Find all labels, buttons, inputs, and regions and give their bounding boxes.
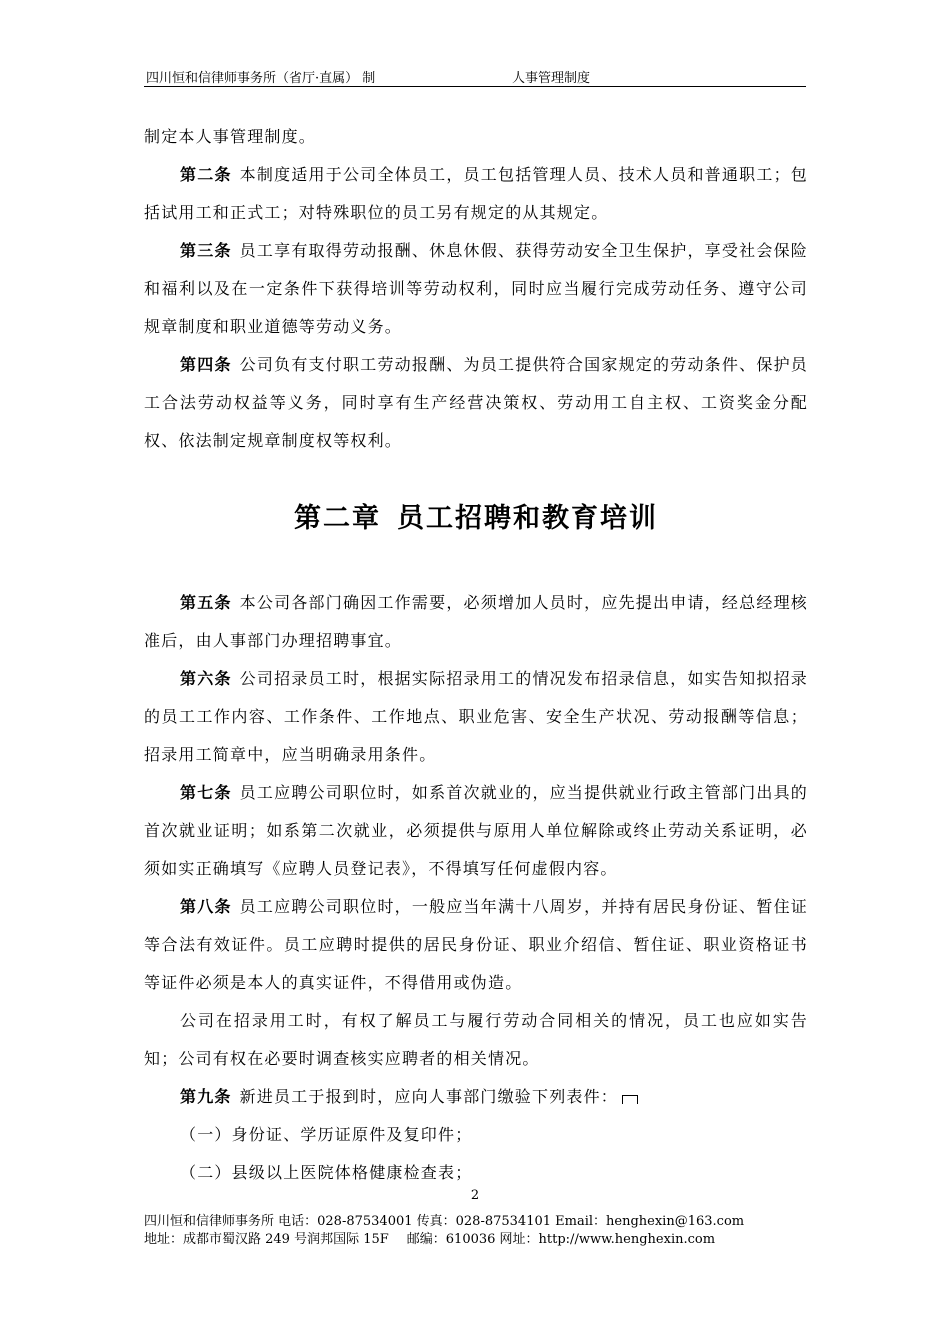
article-4-text: 公司负有支付职工劳动报酬、为员工提供符合国家规定的劳动条件、保护员工合法劳动权益等义务，同时享有生产经营决策权、劳动用工自主权、工资奖金分配权、依法制定规章制度权等权利。 [144, 355, 808, 450]
list-item: （二）县级以上医院体格健康检查表； [180, 1163, 473, 1182]
article-2-label: 第二条 [180, 165, 232, 184]
article-8-text: 员工应聘公司职位时，一般应当年满十八周岁，并持有居民身份证、暂住证等合法有效证件。员工应聘时提供的居民身份证、职业介绍信、暂住证、职业资格证书等证件必须是本人的真实证件，不得借用或伪造。 [144, 897, 808, 992]
footer-address: 地址：成都市蜀汉路 249 号润邦国际 15F [144, 1232, 389, 1247]
article-9-label: 第九条 [180, 1087, 232, 1106]
article-5-text: 本公司各部门确因工作需要，必须增加人员时，应先提出申请，经总经理核准后，由人事部门办理招聘事宜。 [144, 593, 808, 650]
chapter1-continuation [144, 118, 808, 460]
page-header [144, 64, 806, 87]
footer-address-line [144, 1231, 744, 1249]
header-firm-name: 四川恒和信律师事务所（省厅·直属） 制 [146, 71, 376, 86]
paragraph-mark-icon [622, 1095, 638, 1104]
list-item: （一）身份证、学历证原件及复印件； [180, 1125, 473, 1144]
chapter-title: 员工招聘和教育培训 [397, 503, 658, 534]
article-9 [144, 1078, 808, 1116]
article-3-label: 第三条 [180, 241, 232, 260]
article-4 [144, 346, 808, 460]
page-footer [144, 1213, 744, 1249]
intro-continuation: 制定本人事管理制度。 [144, 127, 317, 146]
article-5-label: 第五条 [180, 593, 232, 612]
chapter2-body [144, 584, 808, 1192]
article-7-text: 员工应聘公司职位时，如系首次就业的，应当提供就业行政主管部门出具的首次就业证明；如系第二次就业，必须提供与原用人单位解除或终止劳动关系证明，必须如实正确填写《应聘人员登记表》，不得填写任何虚假内容。 [144, 783, 808, 878]
article-2 [144, 156, 808, 232]
article-3 [144, 232, 808, 346]
article-3-text: 员工享有取得劳动报酬、休息休假、获得劳动安全卫生保护，享受社会保险和福利以及在一定条件下获得培训等劳动权利，同时应当履行完成劳动任务、遵守公司规章制度和职业道德等劳动义务。 [144, 241, 808, 336]
footer-contact-line: 四川恒和信律师事务所 电话：028-87534001 传真：028-87534101 Email：henghexin@163.com [144, 1214, 745, 1229]
article-7 [144, 774, 808, 888]
article-6-label: 第六条 [180, 669, 232, 688]
article-5 [144, 584, 808, 660]
chapter-heading [144, 496, 808, 535]
article-6-text: 公司招录员工时，根据实际招录用工的情况发布招录信息，如实告知拟招录的员工工作内容、工作条件、工作地点、职业危害、安全生产状况、劳动报酬等信息；招录用工简章中，应当明确录用条件。 [144, 669, 808, 764]
article-6 [144, 660, 808, 774]
article-8-label: 第八条 [180, 897, 232, 916]
header-document-title: 人事管理制度 [512, 71, 591, 86]
article-8 [144, 888, 808, 1002]
article-9-text: 新进员工于报到时，应向人事部门缴验下列表件： [239, 1087, 619, 1106]
recruitment-paragraph: 公司在招录用工时，有权了解员工与履行劳动合同相关的情况，员工也应如实告知；公司有权在必要时调查核实应聘者的相关情况。 [144, 1011, 808, 1068]
chapter-number: 第二章 [294, 503, 381, 534]
article-2-text: 本制度适用于公司全体员工，员工包括管理人员、技术人员和普通职工；包括试用工和正式工；对特殊职位的员工另有规定的从其规定。 [144, 165, 808, 222]
page-number: 2 [470, 1188, 480, 1203]
footer-postal-website: 邮编：610036 网址：http://www.henghexin.com [406, 1232, 716, 1247]
article-7-label: 第七条 [180, 783, 232, 802]
article-4-label: 第四条 [180, 355, 232, 374]
